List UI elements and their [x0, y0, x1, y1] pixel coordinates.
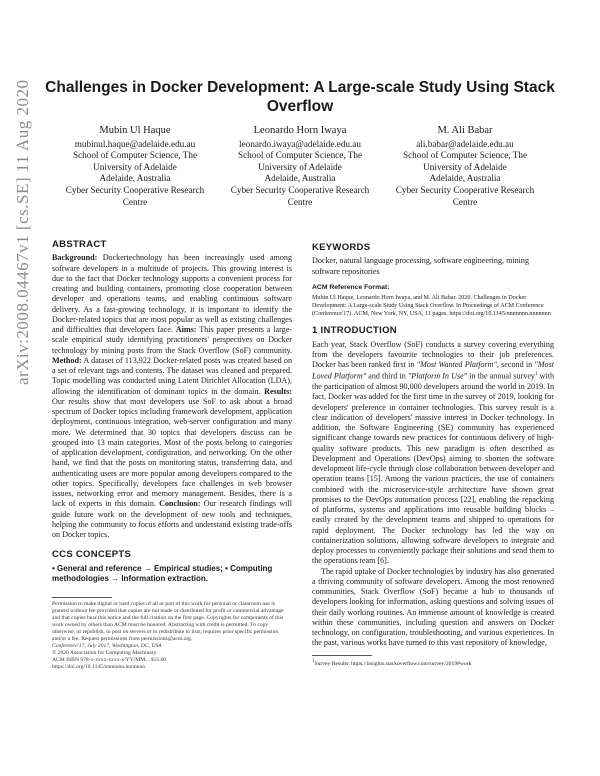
author-name: M. Ali Babar [437, 125, 493, 136]
author-affiliation: Centre [287, 196, 313, 207]
intro-text: Each year, Stack Overflow (SoF) conducts a survey covering everything from the developers favourite technologies to their job preferences. Docker has been ranked first in [312, 339, 554, 370]
author-affiliation: Centre [122, 196, 148, 207]
author-2 [220, 125, 380, 208]
abstract-text: Our research findings will guide future work on the development of new tools and techniques, helping the community to focus efforts and understand existing trade-offs on Docker topics. [52, 499, 292, 539]
footnote-marker[interactable]: 1 [534, 372, 538, 378]
author-email: ali.babar@adelaide.edu.au [416, 138, 514, 149]
author-name: Mubin Ul Haque [99, 125, 171, 136]
author-block [55, 125, 545, 208]
intro-italic: "Most Wanted Platform" [416, 360, 497, 370]
intro-italic: "Most Loved Platform" [312, 360, 554, 381]
abstract-label: Method: [52, 355, 82, 365]
author-3 [385, 125, 545, 208]
author-1 [55, 125, 215, 208]
permission-text: Permission to make digital or hard copies of all or part of this work for personal or classroom use is granted without fee provided that copies are not made or distributed for profit or commercial advantage and that copies bear this notice and the full citation on the first page. Copyrights for components of this work owned by others than ACM must be honored. Abstracting with credit is permitted. To copy otherwise, or republish, to post on servers or to redistribute to lists, requires prior specific permission and/or a fee. Request permissions from permissions@acm.org. [52, 600, 284, 642]
author-affiliation: School of Computer Science, The [72, 150, 198, 161]
author-affiliation: University of Adelaide [423, 161, 507, 172]
introduction-section [312, 326, 554, 648]
divider [52, 597, 112, 598]
abstract-label: Background: [52, 253, 98, 263]
author-affiliation: Adelaide, Australia [99, 173, 171, 184]
divider [312, 655, 372, 656]
abstract-body [52, 253, 292, 540]
intro-text: with the participation of almost 90,000 developers around the world in 2019. In fact, Docker was added for the first time in the survey of 2019, looking for developers' preference in container technologies. This survey result is a clear indication of developers' massive interest in Docker technology. In addition, the Software Engineering (SE) community has experienced significant change towards new practices for continuous delivery of high-quality software products. This new paradigm is often described as Development and Operations (DevOps) aiming to shorten the software development life-cycle through close collaboration between developer and operation teams [15]. Among the various practices, the use of containers combined with the microservice-style architecture have shown great promises to the DevOps automation process [22], enabling the repacking of platforms, systems and applications into reusable building blocks – easily created by the development teams and shipped to operations for rapid deployment. The Docker technology has led the way on containerization solutions, allowing software developers to integrate and deploy processes to conveniently package their solutions and send them to the operations team [6]. [312, 371, 554, 566]
author-affiliation: Centre [452, 196, 478, 207]
copyright-line: © 2020 Association for Computing Machinery. [52, 650, 158, 657]
abstract-label: Conclusion: [159, 499, 201, 509]
acm-reference-text: Mubin Ul Haque, Leonardo Horn Iwaya, and M. Ali Babar. 2020. Challenges in Docker Development: A Large-scale Study Using Stack Overflow. In Proceedings of ACM Conference (Conference'17). ACM, New York, NY, USA, 11 pages. https://doi.org/10.1145/nnnnnnn.nnnnnnn [312, 295, 551, 318]
author-affiliation: University of Adelaide [93, 161, 177, 172]
introduction-heading: 1 INTRODUCTION [312, 325, 397, 337]
intro-paragraph [312, 340, 554, 567]
abstract-text: A dataset of 113,922 Docker-related posts was created based on a set of relevant tags and contents. The dataset was cleaned and prepared. Topic modelling was conducted using Latent Dirichlet Allocation (LDA), allowing the identification of dominant topics in the domain. [52, 355, 292, 396]
footnote-number: 1 [312, 658, 315, 664]
abstract-text: Our results show that most developers use SoF to ask about a broad spectrum of Docker topics including framework development, application deployment, continuous integration, web-server configuration and many more. We determined that 30 topics that developers discuss can be grouped into 13 main categories. Most of the posts belong to categories of application development, configuration, and networking. On the other hand, we find that the posts on monitoring status, transferring data, and authenticating users are more popular among developers compared to the other topics. Specifically, developers face challenges in web browser issues, networking error and memory management. Besides, there is a lack of experts in this domain. [52, 396, 292, 509]
permission-notice [52, 601, 292, 672]
intro-paragraph: The rapid uptake of Docker technologies by industry has also generated a thriving community of software developers. Among the most renowned communities, Stack Overflow (SoF) became a hub to thousands of developers looking for information, asking questions and solving issues of their daily working routines. An immense amount of knowledge is created within these communities, including question and answers on Docker technology, on configuration, troubleshooting, and various experiences. In the past, various works have turned to this vast repository of knowledge, [312, 566, 554, 648]
doi-link[interactable]: https://doi.org/10.1145/nnnnnnn.nnnnnnn [52, 664, 146, 671]
footnote-text: Survey Results: https://insights.stackoverflow.com/survey/2019#work [314, 660, 472, 667]
author-affiliation: Adelaide, Australia [264, 173, 336, 184]
intro-italic: "Platform In Use" [407, 371, 468, 381]
ccs-heading: CCS CONCEPTS [52, 549, 132, 561]
ccs-concepts: • General and reference → Empirical studies; • Computing methodologies → Information extraction. [52, 563, 273, 583]
author-affiliation: Adelaide, Australia [429, 173, 501, 184]
abstract-label: Results: [264, 386, 292, 396]
right-column [312, 243, 554, 668]
author-affiliation: School of Computer Science, The [237, 150, 363, 161]
intro-text: , second in [496, 360, 535, 370]
author-affiliation: Cyber Security Cooperative Research [395, 184, 535, 195]
author-affiliation: University of Adelaide [258, 161, 342, 172]
isbn-line: ACM ISBN 978-x-xxxx-xxxx-x/YY/MM... $15.00 [52, 657, 167, 664]
acm-reference-heading: ACM Reference Format: [312, 283, 390, 291]
author-email: leonardo.iwaya@adelaide.edu.au [239, 138, 361, 149]
intro-text: and third in [366, 371, 408, 381]
keywords-heading: KEYWORDS [312, 242, 371, 253]
abstract-text: This paper presents a large-scale empirical study identifying practitioners' perspectives on Docker technology by mining posts from the Stack Overflow (SoF) community. [52, 325, 292, 355]
author-affiliation: School of Computer Science, The [402, 150, 528, 161]
author-email: mubinul.haque@adelaide.edu.au [74, 138, 196, 149]
footnote [312, 658, 554, 668]
abstract-heading: ABSTRACT [52, 239, 107, 250]
abstract-label: Aims: [175, 325, 197, 334]
author-name: Leonardo Horn Iwaya [253, 125, 347, 136]
author-affiliation: Cyber Security Cooperative Research [230, 184, 370, 195]
author-affiliation: Cyber Security Cooperative Research [65, 184, 205, 195]
conference-info: Conference'17, July 2017, Washington, DC, USA [52, 643, 162, 650]
intro-text: in the annual survey [467, 371, 535, 381]
keywords-text: Docker, natural language processing, software engineering, mining software repositories [312, 256, 530, 276]
abstract-text: Dockertechnology has been increasingly used among software developers in a multitude of projects. This growing interest is due to the fact that Docker technology supports a convenient process for creating and building containers, promoting close cooperation between developer and operations teams, and enabling continuous software delivery. As a fast-growing technology, it is important to identify the Docker-related topics that are most popular as well as existing challenges and difficulties that developers face. [52, 253, 292, 334]
arxiv-identifier: arXiv:2008.04467v1 [cs.SE] 11 Aug 2020 [13, 79, 32, 385]
ccs-section [52, 550, 292, 584]
left-column [52, 240, 292, 671]
paper-title: Challenges in Docker Development: A Large-scale Study Using Stack Overflow [45, 79, 555, 115]
